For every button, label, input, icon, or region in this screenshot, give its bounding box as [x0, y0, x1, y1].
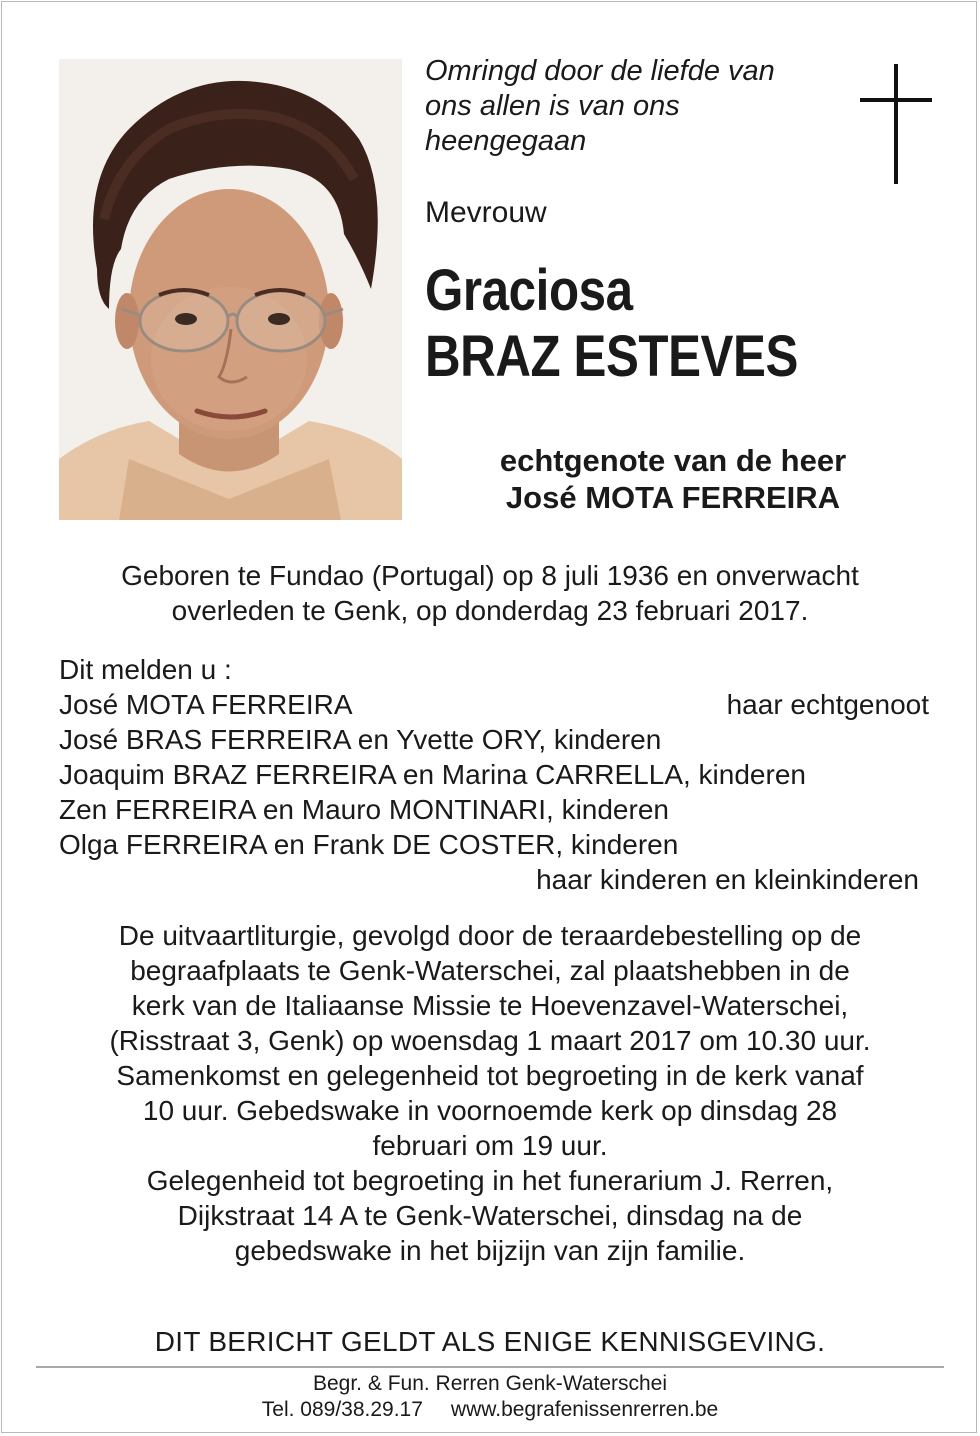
birth-death-text — [30, 558, 950, 628]
funeral-line: (Risstraat 3, Genk) op woensdag 1 maart 2017 om 10.30 uur. — [109, 1025, 871, 1056]
birth-line: Geboren te Fundao (Portugal) op 8 juli 1936 en onverwacht — [121, 560, 859, 591]
notice-text: DIT BERICHT GELDT ALS ENIGE KENNISGEVING. — [154, 1326, 826, 1357]
intro-line: ons allen is van ons — [425, 90, 680, 122]
mourners-heading: Dit melden u : — [59, 654, 232, 685]
funeral-line: 10 uur. Gebedswake in voornoemde kerk op dinsdag 28 — [142, 1095, 838, 1126]
footer-phone: Tel. 089/38.29.17 — [261, 1398, 423, 1421]
mourner-row: José BRAS FERREIRA en Yvette ORY, kinderen — [59, 724, 662, 755]
cross-icon — [860, 64, 932, 184]
spouse-line — [430, 442, 916, 516]
mourner-row — [59, 687, 929, 722]
mourner-spouse-relation: haar echtgenoot — [726, 689, 929, 720]
spouse-name: José MOTA FERREIRA — [505, 480, 841, 515]
footer-divider — [36, 1366, 944, 1368]
funeral-line: gebedswake in het bijzijn van zijn familie. — [234, 1235, 746, 1266]
mourner-row: Olga FERREIRA en Frank DE COSTER, kinderen — [59, 829, 679, 860]
intro-text — [425, 54, 825, 159]
intro-line: heengegaan — [425, 125, 587, 157]
deceased-name — [425, 258, 798, 390]
footer-company: Begr. & Fun. Rerren Genk-Waterschei — [312, 1372, 668, 1395]
spouse-relation: echtgenote van de heer — [499, 443, 847, 478]
portrait-illustration — [59, 59, 402, 520]
footer — [30, 1371, 950, 1423]
portrait-photo — [59, 59, 402, 520]
funeral-line: kerk van de Italiaanse Missie te Hoevenzavel-Waterschei, — [131, 990, 849, 1021]
mourner-spouse-name: José MOTA FERREIRA — [59, 689, 353, 720]
mourner-closing: haar kinderen en kleinkinderen — [536, 864, 919, 895]
death-line: overleden te Genk, op donderdag 23 februari 2017. — [171, 595, 809, 626]
footer-contact — [30, 1397, 950, 1423]
funeral-line: februari om 19 uur. — [372, 1130, 608, 1161]
first-name: Graciosa — [425, 258, 633, 323]
mourner-row: Zen FERREIRA en Mauro MONTINARI, kinderen — [59, 794, 669, 825]
funeral-line: Samenkomst en gelegenheid tot begroeting in de kerk vanaf — [116, 1060, 864, 1091]
funeral-line: Dijkstraat 14 A te Genk-Waterschei, dinsdag na de — [177, 1200, 803, 1231]
funeral-details — [30, 918, 950, 1268]
salutation: Mevrouw — [425, 196, 547, 229]
mourners-list — [59, 652, 929, 897]
intro-line: Omringd door de liefde van — [425, 55, 775, 87]
mourner-row: Joaquim BRAZ FERREIRA en Marina CARRELLA, kinderen — [59, 759, 806, 790]
footer-website[interactable]: www.begrafenissenrerren.be — [450, 1398, 719, 1421]
funeral-line: Gelegenheid tot begroeting in het funerarium J. Rerren, — [146, 1165, 834, 1196]
last-name: BRAZ ESTEVES — [425, 324, 798, 389]
funeral-line: De uitvaartliturgie, gevolgd door de teraardebestelling op de — [118, 920, 862, 951]
funeral-line: begraafplaats te Genk-Waterschei, zal plaatshebben in de — [130, 955, 850, 986]
